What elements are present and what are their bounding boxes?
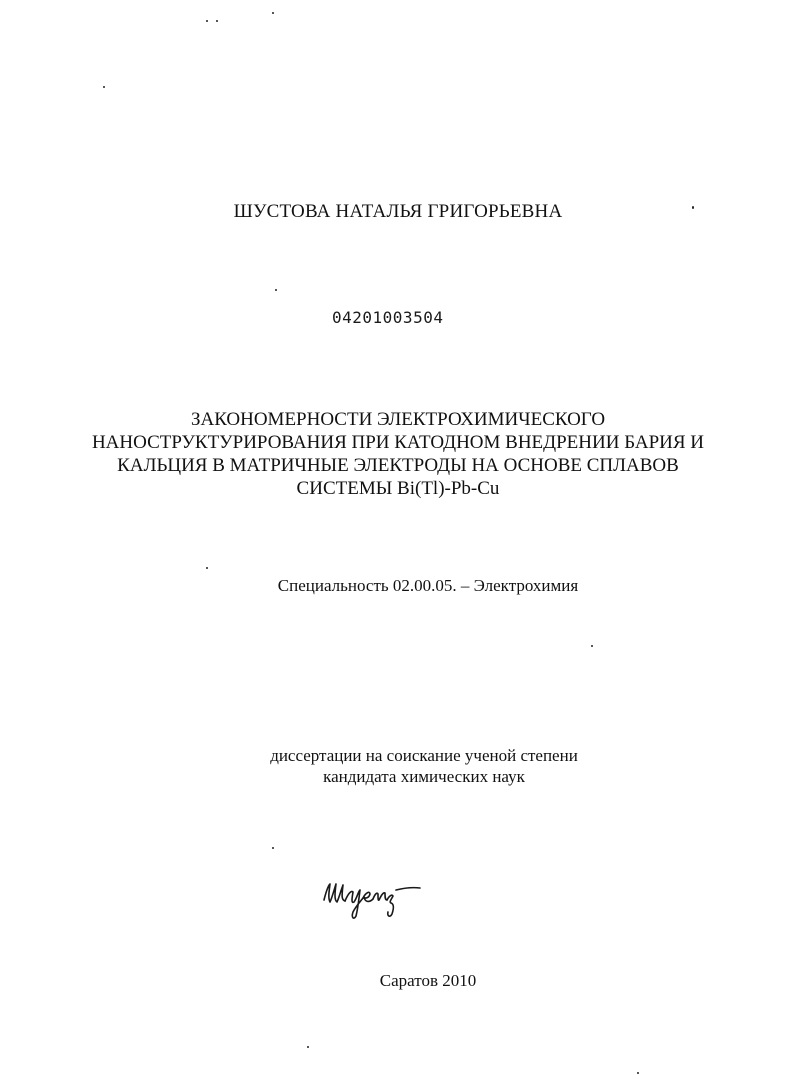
title-line: НАНОСТРУКТУРИРОВАНИЯ ПРИ КАТОДНОМ ВНЕДРЕНИИ БАРИЯ И: [91, 432, 705, 453]
scan-speck: [307, 1046, 309, 1048]
title-line: ЗАКОНОМЕРНОСТИ ЭЛЕКТРОХИМИЧЕСКОГО: [190, 409, 606, 430]
degree-line: диссертации на соискание ученой степени: [270, 746, 578, 765]
scan-speck: [692, 206, 694, 209]
scan-speck: [275, 289, 277, 291]
scan-speck: [206, 567, 208, 569]
scan-speck: [591, 645, 593, 647]
scan-speck: [272, 12, 274, 14]
title-line: СИСТЕМЫ Bi(Tl)-Pb-Cu: [296, 478, 500, 499]
city-year: Саратов 2010: [379, 971, 477, 990]
title-line: КАЛЬЦИЯ В МАТРИЧНЫЕ ЭЛЕКТРОДЫ НА ОСНОВЕ СПЛАВОВ: [117, 455, 679, 476]
degree-statement: [26, 745, 796, 787]
scan-speck: [206, 20, 208, 22]
author-name: ШУСТОВА НАТАЛЬЯ ГРИГОРЬЕВНА: [233, 201, 563, 222]
scan-speck: [637, 1072, 639, 1074]
scan-speck: [216, 20, 218, 22]
scan-speck: [103, 86, 105, 88]
speciality: Специальность 02.00.05. – Электрохимия: [277, 576, 579, 595]
degree-line: кандидата химических наук: [323, 767, 525, 786]
dissertation-title: [0, 408, 796, 500]
handwritten-signature: [318, 872, 428, 922]
scan-speck: [272, 847, 274, 849]
catalog-number: 04201003504: [332, 308, 444, 327]
